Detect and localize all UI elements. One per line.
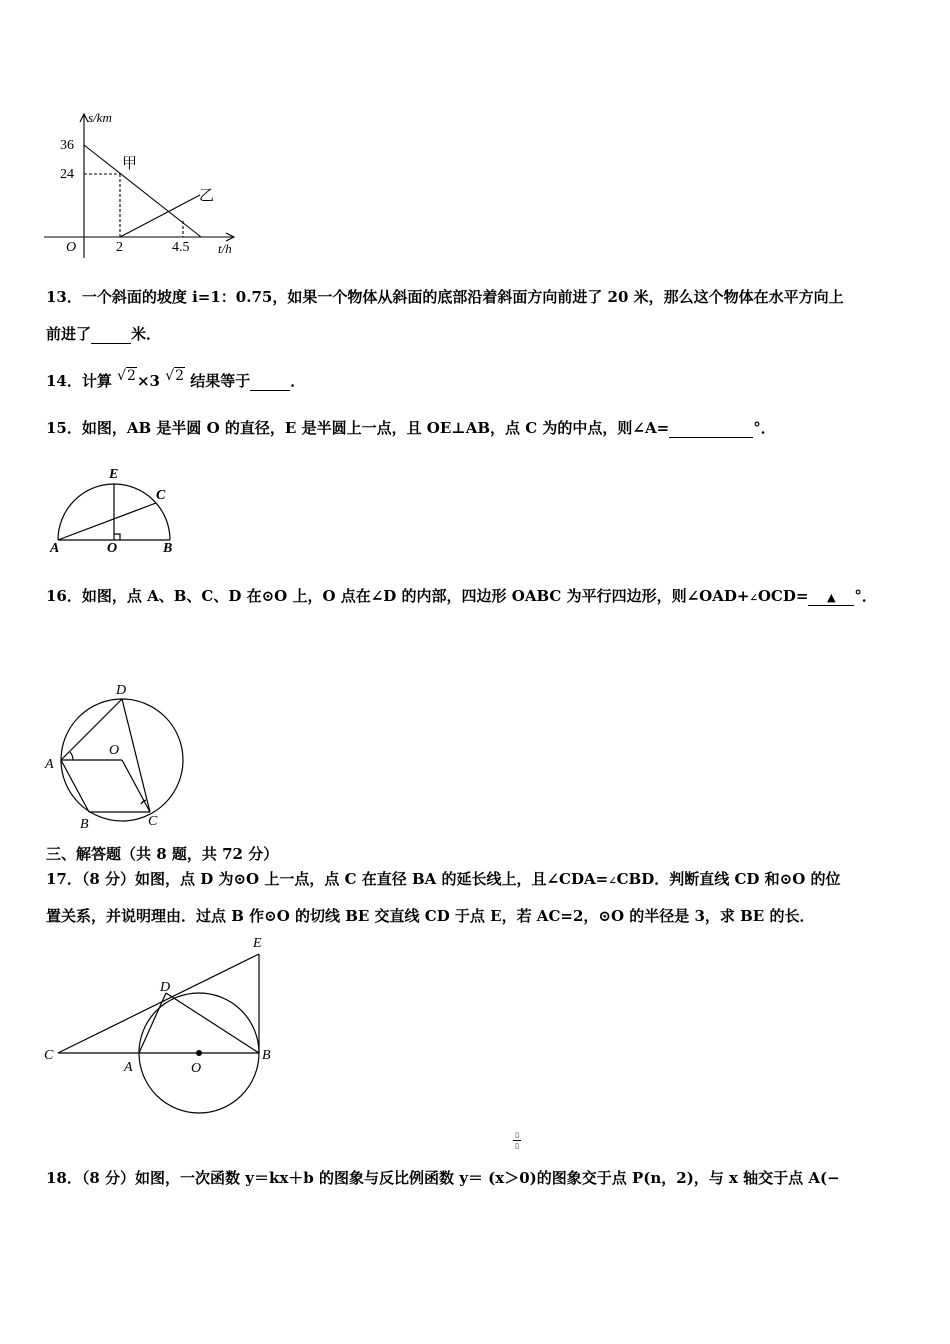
question-14 [46,370,305,391]
line-jia-label: 甲 [122,156,138,172]
label-d: D [160,980,171,995]
q14-end: ． [290,372,306,390]
label-a: A [45,757,54,772]
q16-end: °． [854,587,877,605]
q17-small-angle: ∠ [608,876,617,887]
q13-pre: 前进了 [46,325,92,343]
q15-end: °． [753,419,776,437]
center-point-o [196,1050,202,1056]
sqrt-expression-1: √2 [117,368,136,384]
q15-answer-blank[interactable] [669,419,753,438]
circle-tangent-figure [40,930,280,1114]
label-e: E [109,467,119,482]
label-b: B [262,1048,271,1063]
question-18: 18．（8 分）如图，一次函数 y＝kx＋b 的图象与反比例函数 y＝ (x＞0)的图象交于点 P(n，2)，与 x 轴交于点 A(− [46,1169,840,1187]
label-c: C [156,488,166,503]
q14-mid: ×3 [136,372,160,390]
question-16 [46,585,877,606]
q17-line1-post: CBD．判断直线 CD 和⊙O 的位 [616,870,841,888]
q14-answer-blank[interactable] [250,372,290,391]
line-ce [58,954,259,1053]
x-tick-2: 2 [116,240,123,255]
y-tick-36: 36 [60,138,74,153]
question-17-line2: 置关系，并说明理由．过点 B 作⊙O 的切线 BE 交直线 CD 于点 E，若 AC=2，⊙O 的半径是 3，求 BE 的长． [46,907,815,925]
label-d: D [116,683,127,698]
angle-arc-a [70,752,73,760]
label-o: O [109,743,120,758]
label-a: A [124,1060,133,1075]
question-13-line1: 13．一个斜面的坡度 i=1：0.75，如果一个物体从斜面的底部沿着斜面方向前进了 20 米，那么这个物体在水平方向上 [46,288,844,306]
q16-text-pre: 16．如图，点 A、B、C、D 在⊙O 上，O 点在∠D 的内部，四边形 OABC 为平行四边形，则∠OAD+ [46,587,750,605]
q15-text: 15．如图，AB 是半圆 O 的直径，E 是半圆上一点，且 OE⊥AB，点 C 为的中点，则∠A= [46,419,670,437]
line-yi-label: 乙 [199,188,215,204]
distance-time-graph [38,108,248,260]
label-b: B [163,541,173,556]
label-o: O [107,541,118,556]
x-axis-label: t/h [218,241,232,256]
label-o: O [191,1061,202,1076]
q17-line1-pre: 17．（8 分）如图，点 D 为⊙O 上一点，点 C 在直径 BA 的延长线上，且∠CDA= [46,870,609,888]
semicircle-figure [46,462,186,558]
segment-ab [61,760,89,812]
y-tick-24: 24 [60,167,74,182]
sqrt-expression-2: √2 [165,368,185,384]
label-c: C [148,814,158,829]
section-3-title: 三、解答题（共 8 题，共 72 分） [46,845,279,863]
segment-db [166,993,259,1053]
origin-label: O [66,240,77,255]
question-15 [46,417,776,438]
line-yi [120,195,200,237]
label-c: C [44,1048,54,1063]
q16-text-post: OCD= [757,587,809,605]
segment-dc [122,699,150,812]
fraction-placeholder-icon: ▯ ▯ [511,1131,523,1150]
q14-post: 结果等于 [190,372,251,390]
label-e: E [253,936,262,951]
segment-ac [58,503,156,540]
label-a: A [50,541,60,556]
label-b: B [80,817,89,832]
circle-parallelogram-figure [42,676,192,832]
segment-da [139,993,166,1053]
q16-small-angle: ∠ [749,593,758,604]
q13-answer-blank[interactable] [91,325,131,344]
q16-answer-blank[interactable] [808,587,854,606]
question-17-line1 [46,868,840,889]
y-axis-label: s/km [88,110,112,125]
question-13-line2 [46,323,161,344]
triangle-icon: ▲ [827,591,836,604]
segment-oc [122,760,150,812]
x-tick-4-5: 4.5 [172,240,190,255]
right-angle-mark [114,534,120,540]
q14-pre: 14．计算 [46,372,112,390]
q13-post: 米． [131,325,162,343]
